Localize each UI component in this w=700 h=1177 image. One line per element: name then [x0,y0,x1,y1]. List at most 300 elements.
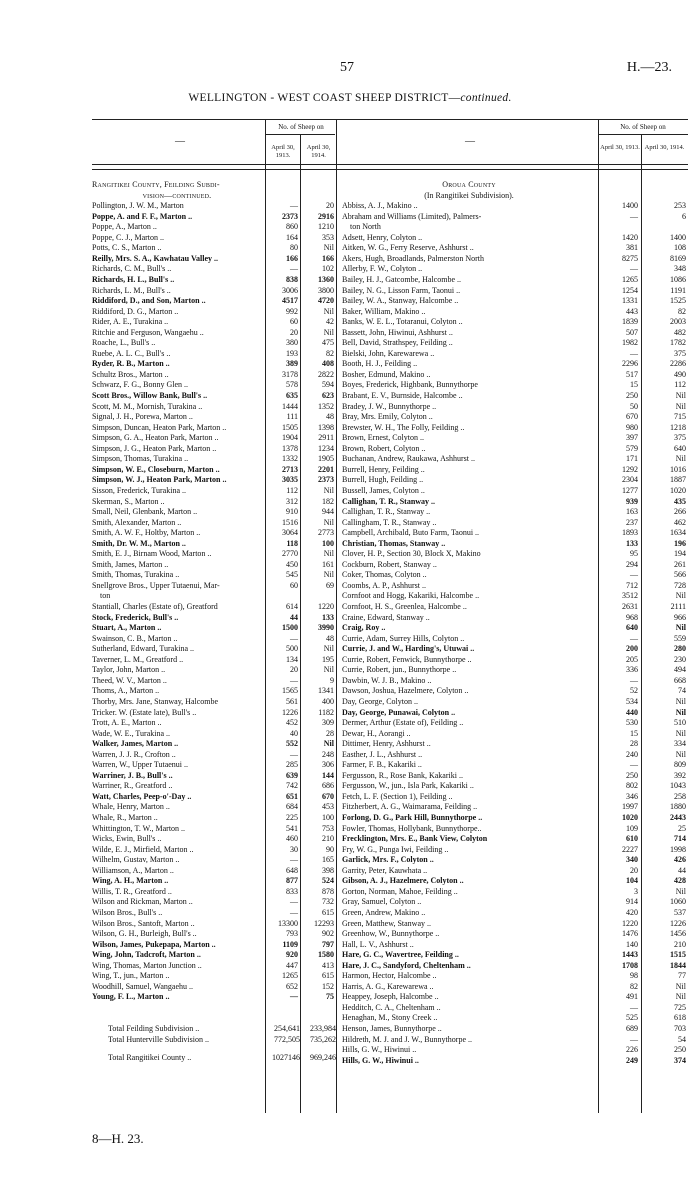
sheep-1914: 233,984 [310,1024,336,1033]
sheep-1914: Nil [675,623,686,633]
owner-name: Ryder, R. B., Marton .. [92,359,170,369]
owner-name: Wilson, James, Pukepapa, Marton .. [92,939,216,949]
sheep-1914: 102 [322,264,334,274]
sheep-1913: 3035 [282,475,298,485]
owner-name: Total Hunterville Subdivision .. [108,1034,209,1044]
table-row [0,454,700,465]
owner-name: Forlong, D. G., Park Hill, Bunnythorpe .. [342,813,483,822]
table-row [0,296,700,307]
table-row [0,497,700,508]
sheep-1914: 413 [322,960,334,970]
sheep-1914: 348 [674,264,686,274]
date-1913-right: April 30, 1913. [600,144,640,151]
owner-name: Warren, J. J. R., Crofton .. [92,749,176,759]
sheep-1913: 1027146 [272,1053,300,1063]
sheep-1914: 1400 [670,232,686,242]
sheep-1914: 3800 [318,285,334,295]
table-row [0,961,700,972]
sheep-1913: 452 [286,718,298,728]
table-row [0,876,700,887]
sheep-1914: 48 [326,633,334,643]
table-row [0,307,700,318]
sheep-1914: 82 [326,348,334,358]
sheep-1913: 1893 [622,528,638,538]
sheep-1914: 44 [678,865,686,875]
owner-name: Simpson, W. J., Heaton Park, Marton .. [92,475,227,485]
table-row [0,971,700,982]
owner-name: Hildreth, M. J. and J. W., Bunnythorpe .. [342,1034,472,1044]
page-title: WELLINGTON - WEST COAST SHEEP DISTRICT—continued. [188,92,512,104]
sheep-1914: 426 [674,855,686,865]
sheep-1913: 111 [286,412,298,422]
sheep-1914: 594 [322,380,334,390]
table-row [0,539,700,550]
sheep-1913: 3512 [622,591,638,601]
table-row [0,708,700,719]
sheep-1914: Nil [675,981,686,991]
owner-name: Signal, J. H., Porewa, Marton .. [92,412,193,422]
sheep-1913: 118 [286,538,298,548]
sheep-1913: 1020 [622,813,638,822]
owner-name: Wing, A. H., Marton .. [92,876,169,886]
sheep-1913: 793 [286,929,298,939]
sheep-1913: 1708 [622,960,638,970]
col-header-right: No. of Sheep on [620,123,666,131]
sheep-1913: 2770 [282,549,298,559]
owner-name: Fry, W. G., Punga Iwi, Feilding .. [342,844,449,854]
sheep-1914: Nil [675,696,686,706]
sheep-1913: 112 [286,485,298,495]
name-header-right: — [465,136,475,147]
sheep-1913: 440 [626,707,638,717]
sheep-1913: 380 [286,338,298,348]
sheep-1913: 1277 [622,485,638,495]
owner-name: (In Rangitikei Subdivision). [424,190,514,200]
sheep-1913: 552 [286,739,298,749]
sheep-1913: 443 [626,306,638,316]
table-row [0,655,700,666]
date-1913-left: April 30, 1913. [271,144,295,159]
owner-name: Garrity, Peter, Kauwhata .. [342,865,428,875]
table-row [0,792,700,803]
sheep-1914: 54 [678,1034,686,1044]
sheep-1913: 1331 [622,296,638,306]
sheep-1913: 82 [630,981,638,991]
sheep-1914: Nil [675,749,686,759]
table-row [0,739,700,750]
sheep-1914: 353 [322,232,334,242]
owner-name: Hare, J. C., Sandyford, Cheltenham .. [342,960,471,970]
sheep-1914: 6 [682,211,686,221]
sheep-1913: 578 [286,380,298,390]
sheep-1913: 525 [626,1013,638,1023]
sheep-1914: 306 [322,760,334,770]
sheep-1913: 2304 [622,475,638,485]
sheep-1914: 944 [322,507,334,517]
sheep-1913: 60 [290,580,298,590]
sheep-1914: 1456 [670,929,686,939]
sheep-1914: 1020 [670,485,686,495]
owner-name: Dewar, H., Aorangi .. [342,728,411,738]
sheep-1913: 1839 [622,317,638,327]
owner-name: Adsett, Henry, Colyton .. [342,232,423,242]
sheep-1914: 3990 [318,623,334,633]
owner-name: Warriner, J. B., Bull's .. [92,770,173,780]
table-row [0,549,700,560]
sheep-1913: 1226 [282,707,298,717]
sheep-1913: 447 [286,960,298,970]
sheep-1914: 2773 [318,528,334,538]
sheep-1913: 541 [286,823,298,833]
table-row [0,781,700,792]
table-row [0,570,700,581]
sheep-1914: Nil [675,401,686,411]
sheep-1913: 205 [626,654,638,664]
table-row [0,729,700,740]
owner-name: Greenhow, W., Bunnythorpe .. [342,929,440,939]
sheep-1913: 860 [286,222,298,232]
sheep-1913: 914 [626,897,638,907]
sheep-1913: 336 [626,665,638,675]
sheep-1913: 802 [626,781,638,791]
sheep-1914: 725 [674,1002,686,1012]
table-row [0,760,700,771]
sheep-1913: 1265 [622,274,638,284]
sheep-1914: 1352 [318,401,334,411]
sheep-1913: 939 [626,496,638,506]
table-row [0,1013,700,1024]
sheep-1913: 163 [626,507,638,517]
owner-name: Whittington, T. W., Marton .. [92,823,186,833]
owner-name: Richards, L. M., Bull's .. [92,285,171,295]
owner-name: Clover, H. P., Section 30, Block X, Makino [342,549,481,559]
table-row [0,718,700,729]
sheep-1913: 80 [290,243,298,253]
sheep-1913: 517 [626,369,638,379]
sheep-1914: 668 [674,675,686,685]
owner-name: Ruebe, A. L. C., Bull's .. [92,348,171,358]
table-row [0,328,700,339]
sheep-1913: 2227 [622,844,638,854]
sheep-1914: 2822 [318,369,334,379]
owner-name: Frecklington, Mrs. E., Bank View, Colyton [342,834,488,844]
table-row [0,433,700,444]
sheep-1914: 703 [674,1024,686,1033]
owner-name: Skerman, S., Marton .. [92,496,165,506]
sheep-1913: — [630,1034,638,1044]
table-row [0,940,700,951]
owner-name: Smith, A. W. F., Holtby, Marton .. [92,528,201,538]
sheep-1913: 772,505 [274,1034,300,1044]
sheep-1913: 1292 [622,464,638,474]
owner-name: Henson, James, Bunnythorpe .. [342,1024,442,1033]
owner-name: Fowler, Thomas, Hollybank, Bunnythorpe.. [342,823,482,833]
sheep-1914: 1887 [670,475,686,485]
owner-name: Gibson, A. J., Hazelmere, Colyton .. [342,876,464,886]
sheep-1914: 108 [674,243,686,253]
owner-name: Fergusson, R., Rose Bank, Kakariki .. [342,770,463,780]
sheep-1914: 1086 [670,274,686,284]
sheep-1914: 166 [322,253,334,263]
sheep-1913: 1982 [622,338,638,348]
sheep-1913: — [290,855,298,865]
sheep-1913: 250 [626,391,638,400]
col-header-left: No. of Sheep on [278,123,324,131]
sheep-1913: 1332 [282,454,298,464]
owner-name: Henaghan, M., Stony Creek .. [342,1013,438,1023]
sheep-1914: 618 [674,1013,686,1023]
sheep-1913: 450 [286,559,298,569]
owner-name: Taverner, L. M., Greatford .. [92,654,184,664]
sheep-1914: 1060 [670,897,686,907]
sheep-1914: 1191 [670,285,686,295]
owner-name: Harmon, Hector, Halcombe .. [342,971,437,981]
owner-name: Bailey, N. G., Lisson Farm, Taonui .. [342,285,461,295]
sheep-1913: 109 [626,823,638,833]
owner-name: Rider, A. E., Turakina .. [92,317,169,327]
owner-name: Ritchie and Ferguson, Wangaehu .. [92,327,204,337]
page-footer: 8—H. 23. [92,1131,144,1146]
sheep-1914: 494 [674,665,686,675]
sheep-1914: Nil [323,739,334,749]
owner-name: Garlick, Mrs. F., Colyton .. [342,855,434,865]
table-row [0,191,700,202]
sheep-1913: 1378 [282,443,298,453]
table-row [0,465,700,476]
owner-name: Wilde, E. J., Mirfield, Marton .. [92,844,194,854]
owner-name: Woodhill, Samuel, Wangaehu .. [92,981,193,991]
sheep-1914: 475 [322,338,334,348]
sheep-1914: Nil [675,886,686,896]
sheep-1914: 615 [322,907,334,917]
sheep-1914: Nil [323,243,334,253]
sheep-1913: 1904 [282,433,298,443]
sheep-1914: 1515 [670,950,686,960]
owner-name: Wilhelm, Gustav, Marton .. [92,855,180,865]
sheep-1914: 196 [674,538,686,548]
sheep-1914: Nil [675,391,686,400]
owner-name: Green, Andrew, Makino .. [342,907,426,917]
owner-name: Wilson Bros., Bull's .. [92,907,163,917]
owner-name: Thoms, A., Marton .. [92,686,160,696]
table-row [0,887,700,898]
sheep-1914: 309 [322,718,334,728]
owner-name: Buchanan, Andrew, Raukawa, Ashhurst .. [342,454,476,464]
sheep-1914: Nil [675,707,686,717]
sheep-1913: 1500 [282,623,298,633]
sheep-1913: 104 [626,876,638,886]
sheep-1913: 294 [626,559,638,569]
sheep-1913: 2713 [282,464,298,474]
owner-name: Simpson, Duncan, Heaton Park, Marton .. [92,422,227,432]
sheep-1914: 902 [322,929,334,939]
owner-name: Currie, J. and W., Harding's, Utuwai .. [342,644,475,654]
table-row [0,897,700,908]
table-row [0,855,700,866]
sheep-1914: 77 [678,971,686,981]
sheep-1913: — [290,749,298,759]
sheep-1913: — [290,201,298,211]
table-row [0,423,700,434]
owner-name: Reilly, Mrs. S. A., Kawhatau Valley .. [92,253,219,263]
sheep-1914: 1016 [670,464,686,474]
sheep-1914: Nil [675,591,686,601]
sheep-1913: 610 [626,834,638,844]
sheep-1913: 1476 [622,929,638,939]
owner-name: Warriner, R., Greatford .. [92,781,173,791]
owner-name: Allerby, F. W., Colyton .. [342,264,423,274]
owner-name: Bailey, W. A., Stanway, Halcombe .. [342,296,459,306]
sheep-1913: 1400 [622,201,638,211]
sheep-1913: 15 [630,728,638,738]
sheep-1914: 670 [322,791,334,801]
sheep-1913: 249 [626,1055,638,1065]
owner-name: Smith, James, Marton .. [92,559,169,569]
sheep-1914: 20 [326,201,334,211]
page-reference: H.—23. [626,60,672,75]
sheep-1914: 408 [322,359,334,369]
owner-name: Craine, Edward, Stanway .. [342,612,430,622]
sheep-1913: 3178 [282,369,298,379]
sheep-1914: 2443 [670,813,686,822]
owner-name: Fetch, L. F. (Section 1), Feilding .. [342,791,453,801]
table-row [0,528,700,539]
table-row [0,581,700,592]
sheep-1914: 1218 [670,422,686,432]
date-1914-left: April 30, 1914. [306,144,331,159]
sheep-1913: 20 [630,865,638,875]
table-row [0,634,700,645]
sheep-1913: 1109 [282,939,298,949]
owner-name: Callighan, T. R., Stanway .. [342,507,431,517]
owner-name: vision—continued. [142,190,212,200]
sheep-1914: 969,246 [310,1053,336,1063]
owner-name: Easther, J. L., Ashhurst .. [342,749,423,759]
owner-name: Christian, Thomas, Stanway .. [342,538,446,548]
owner-name: Bussell, James, Colyton .. [342,485,425,495]
owner-name: Thorby, Mrs. Jane, Stanway, Halcombe [92,696,219,706]
sheep-1913: 397 [626,433,638,443]
sheep-1913: 3 [634,886,638,896]
owner-name: Bosher, Edmund, Makino .. [342,369,431,379]
sheep-1913: 226 [626,1045,638,1055]
table-row [0,444,700,455]
owner-name: Day, George, Punawai, Colyton .. [342,707,456,717]
sheep-1913: 15 [630,380,638,390]
sheep-1913: 250 [626,770,638,780]
owner-name: Wing, Thomas, Marton Junction .. [92,960,202,970]
owner-name: Warren, W., Upper Tutaenui .. [92,760,189,770]
owner-name: Craig, Roy .. [342,623,386,633]
sheep-1913: 140 [626,939,638,949]
owner-name: Dittimer, Henry, Ashhurst .. [342,739,431,749]
total-row [0,1035,700,1046]
owner-name: Stuart, A., Marton .. [92,623,162,633]
sheep-1913: 742 [286,781,298,791]
table-row [0,676,700,687]
table-row [0,591,700,602]
sheep-1914: 809 [674,760,686,770]
sheep-1913: 8275 [622,253,638,263]
sheep-1914: 728 [674,580,686,590]
sheep-1913: 530 [626,718,638,728]
owner-name: Bray, Mrs. Emily, Colyton .. [342,412,433,422]
owner-name: Poppe, A., Marton .. [92,222,157,232]
owner-name: Smith, Alexander, Marton .. [92,517,182,527]
owner-name: Gray, Samuel, Colyton .. [342,897,422,907]
table-row [0,602,700,613]
sheep-1913: 1516 [282,517,298,527]
owner-name: Pollington, J. W. M., Marton [92,201,184,211]
sheep-1914: 1182 [318,707,334,717]
sheep-1913: 3006 [282,285,298,295]
sheep-1914: 82 [678,306,686,316]
sheep-1914: 1905 [318,454,334,464]
sheep-1914: 2911 [318,433,334,443]
owner-name: Banks, W. E. L., Totaranui, Colyton .. [342,317,463,327]
owner-name: Callingham, T. R., Stanway .. [342,517,437,527]
owner-name: Bielski, John, Karewarewa .. [342,348,435,358]
owner-name: Total Feilding Subdivision .. [108,1024,200,1033]
sheep-1914: 878 [322,886,334,896]
sheep-1914: 375 [674,348,686,358]
owner-name: Richards, C. M., Bull's .. [92,264,172,274]
sheep-1914: 1580 [318,950,334,960]
owner-name: Currie, Robert, jun., Bunnythorpe .. [342,665,457,675]
sheep-1913: 712 [626,580,638,590]
sheep-1914: Nil [323,549,334,559]
sheep-1913: 561 [286,696,298,706]
sheep-1914: 715 [674,412,686,422]
owner-name: Simpson, J. G., Heaton Park, Marton .. [92,443,217,453]
table-row [0,201,700,212]
sheep-1913: 1254 [622,285,638,295]
table-row [0,1003,700,1014]
sheep-1914: 4720 [318,296,334,306]
owner-name: Whale, R., Marton .. [92,813,158,822]
table-row [0,275,700,286]
table-row [0,908,700,919]
owner-name: Willis, T. R., Greatford .. [92,886,172,896]
sheep-1913: 1420 [622,232,638,242]
owner-name: Hare, G. C., Wavertree, Feilding .. [342,950,459,960]
table-row [0,866,700,877]
sheep-1914: 194 [674,549,686,559]
sheep-1913: 545 [286,570,298,580]
sheep-1914: 258 [674,791,686,801]
sheep-1914: 74 [678,686,686,696]
owner-name: Dawson, Joshua, Hazelmere, Colyton .. [342,686,469,696]
sheep-1914: 1234 [318,443,334,453]
owner-name: Currie, Robert, Fenwick, Bunnythorpe .. [342,654,472,664]
sheep-1914: 714 [674,834,686,844]
sheep-1913: 1997 [622,802,638,812]
sheep-1914: 623 [322,391,334,400]
table-row [0,824,700,835]
owner-name: Fitzherbert, A. G., Waimarama, Feilding .. [342,802,478,812]
owner-name: Campbell, Archibald, Buto Farm, Taonui .. [342,528,480,538]
sheep-1913: 225 [286,813,298,822]
owner-name: Aitken, W. G., Ferry Reserve, Ashhurst .. [342,243,474,253]
sheep-1914: 133 [322,612,334,622]
sheep-1913: 40 [290,728,298,738]
sheep-1913: 579 [626,443,638,453]
sheep-1914: 559 [674,633,686,643]
sheep-1913: — [630,633,638,643]
owner-name: Callighan, T. R., Stanway .. [342,496,436,506]
owner-name: Coker, Thomas, Colyton .. [342,570,427,580]
owner-name: Schultz Bros., Marton .. [92,369,169,379]
